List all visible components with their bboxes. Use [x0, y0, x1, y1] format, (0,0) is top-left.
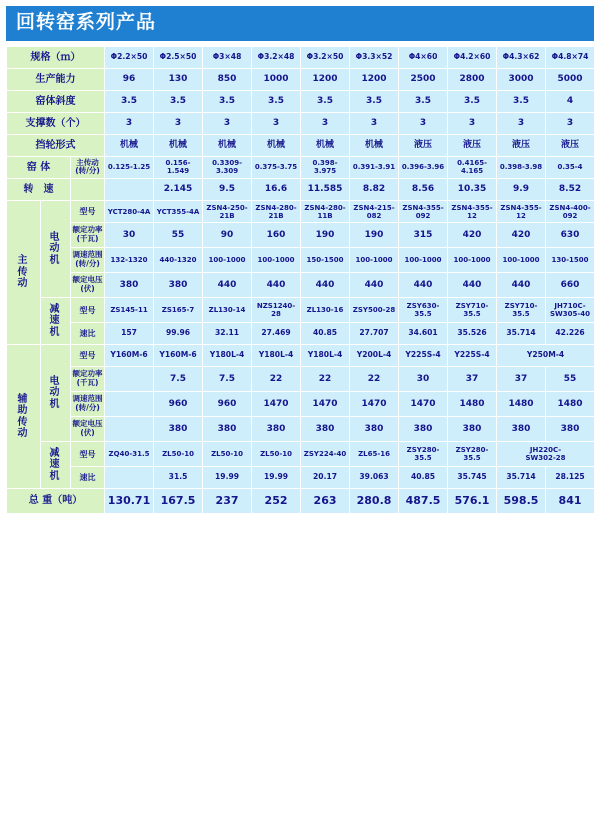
cell-amv-0 — [105, 417, 154, 442]
cell-mrm-5: ZSY500-28 — [350, 298, 399, 323]
cell-amsr-3: 1470 — [252, 392, 301, 417]
cell-mmp-6: 315 — [399, 223, 448, 248]
cell-mmsr-2: 100-1000 — [203, 248, 252, 273]
cell-arr-6: 40.85 — [399, 467, 448, 489]
label-motor-3: 机 — [49, 254, 62, 266]
label-rated-power-line2: (千瓦) — [76, 234, 99, 244]
row-label-model-aux-reducer: 型号 — [71, 442, 105, 467]
table-row-aux-reducer-ratio — [7, 467, 595, 489]
cell-rs-0 — [105, 179, 154, 201]
cell-rs-9: 8.52 — [546, 179, 595, 201]
cell-mrm-8: ZSY710-35.5 — [497, 298, 546, 323]
cell-tw-3: 252 — [252, 489, 301, 514]
row-label-main-transmission — [7, 201, 41, 345]
cell-mrr-0: 157 — [105, 323, 154, 345]
label-reducer-3: 机 — [49, 326, 62, 338]
cell-mrm-9-part2: SW305-40 — [550, 310, 591, 319]
table-row-aux-motor-voltage — [7, 417, 595, 442]
cell-tw-8: 598.5 — [497, 489, 546, 514]
cell-arr-5: 39.063 — [350, 467, 399, 489]
cell-mds-2: 0.3309-3.309 — [203, 156, 252, 178]
cell-tw-7: 576.1 — [448, 489, 497, 514]
row-label-aux-reducer — [41, 442, 71, 489]
cell-slope-6: 3.5 — [399, 90, 448, 112]
cell-amm-8: Y250M-4 — [497, 345, 595, 367]
label-main-drive-speed-line1: 主传动 — [76, 157, 99, 167]
cell-mrm-9-part1: JH710C- — [554, 302, 586, 311]
label-aux-motor-3: 机 — [49, 398, 62, 410]
cell-tw-9: 841 — [546, 489, 595, 514]
cell-capacity-3: 1000 — [252, 68, 301, 90]
cell-mds-0: 0.125-1.25 — [105, 156, 154, 178]
cell-capacity-0: 96 — [105, 68, 154, 90]
label-motor-1: 电 — [49, 231, 62, 243]
cell-roller-3: 机械 — [252, 134, 301, 156]
cell-mmv-5: 440 — [350, 273, 399, 298]
cell-supports-0: 3 — [105, 112, 154, 134]
label-speed-range-line2: (转/分) — [75, 259, 100, 269]
row-label-rotate-speed-sub — [71, 179, 105, 201]
cell-supports-1: 3 — [154, 112, 203, 134]
cell-spec-4: Φ3.2×50 — [301, 46, 350, 68]
cell-mds-6: 0.396-3.96 — [399, 156, 448, 178]
cell-amsr-0 — [105, 392, 154, 417]
row-label-rotate-speed: 转 速 — [7, 179, 71, 201]
row-label-capacity: 生产能力 — [7, 68, 105, 90]
table-row-aux-motor-speed-range — [7, 392, 595, 417]
cell-slope-1: 3.5 — [154, 90, 203, 112]
row-label-model-main-motor: 型号 — [71, 201, 105, 223]
cell-supports-5: 3 — [350, 112, 399, 134]
label-rated-power-line1: 额定功率 — [72, 225, 103, 235]
cell-tw-5: 280.8 — [350, 489, 399, 514]
cell-mmv-9: 660 — [546, 273, 595, 298]
label-aux-3: 传 — [17, 416, 30, 428]
label-main-1: 主 — [17, 255, 30, 267]
cell-amv-8: 380 — [497, 417, 546, 442]
cell-amm-0: Y160M-6 — [105, 345, 154, 367]
cell-arm-7: ZSY280-35.5 — [448, 442, 497, 467]
cell-spec-7: Φ4.2×60 — [448, 46, 497, 68]
table-row-aux-reducer-model — [7, 442, 595, 467]
cell-roller-1: 机械 — [154, 134, 203, 156]
cell-amm-7: Y225S-4 — [448, 345, 497, 367]
label-main-2: 传 — [17, 266, 30, 278]
cell-mds-8: 0.398-3.98 — [497, 156, 546, 178]
cell-tw-4: 263 — [301, 489, 350, 514]
cell-mrr-9: 42.226 — [546, 323, 595, 345]
cell-rs-4: 11.585 — [301, 179, 350, 201]
table-row-supports — [7, 112, 595, 134]
cell-arr-3: 19.99 — [252, 467, 301, 489]
row-label-aux-transmission — [7, 345, 41, 489]
cell-capacity-6: 2500 — [399, 68, 448, 90]
cell-mmv-0: 380 — [105, 273, 154, 298]
cell-amsr-9: 1480 — [546, 392, 595, 417]
cell-amp-5: 22 — [350, 367, 399, 392]
cell-mmv-2: 440 — [203, 273, 252, 298]
cell-slope-4: 3.5 — [301, 90, 350, 112]
cell-spec-0: Φ2.2×50 — [105, 46, 154, 68]
label-rated-voltage-line1: 额定电压 — [72, 275, 103, 285]
page-title: 回转窑系列产品 — [6, 6, 594, 41]
cell-mrr-3: 27.469 — [252, 323, 301, 345]
cell-tw-0: 130.71 — [105, 489, 154, 514]
cell-slope-8: 3.5 — [497, 90, 546, 112]
table-row-aux-motor-model — [7, 345, 595, 367]
cell-mds-1: 0.156-1.549 — [154, 156, 203, 178]
cell-amm-3: Y180L-4 — [252, 345, 301, 367]
table-row-spec — [7, 46, 595, 68]
cell-arr-2: 19.99 — [203, 467, 252, 489]
cell-amp-2: 7.5 — [203, 367, 252, 392]
cell-roller-7: 液压 — [448, 134, 497, 156]
cell-mds-9: 0.35-4 — [546, 156, 595, 178]
cell-mmsr-6: 100-1000 — [399, 248, 448, 273]
cell-mmm-2: ZSN4-250-21B — [203, 201, 252, 223]
cell-mmp-4: 190 — [301, 223, 350, 248]
cell-mrr-4: 40.85 — [301, 323, 350, 345]
cell-mrr-5: 27.707 — [350, 323, 399, 345]
cell-amsr-1: 960 — [154, 392, 203, 417]
table-row-roller-type — [7, 134, 595, 156]
table-row-main-motor-voltage — [7, 273, 595, 298]
table-row-slope — [7, 90, 595, 112]
cell-amp-9: 55 — [546, 367, 595, 392]
cell-mmv-4: 440 — [301, 273, 350, 298]
label-main-3: 动 — [17, 278, 30, 290]
cell-mrm-7: ZSY710-35.5 — [448, 298, 497, 323]
cell-arm-8 — [497, 442, 595, 467]
cell-mmm-6: ZSN4-355-092 — [399, 201, 448, 223]
row-label-spec: 规格（ｍ） — [7, 46, 105, 68]
table-row-rotate-speed — [7, 179, 595, 201]
cell-amp-4: 22 — [301, 367, 350, 392]
cell-mmm-1: YCT355-4A — [154, 201, 203, 223]
label-aux-motor-2: 动 — [49, 387, 62, 399]
cell-mrm-0: ZS145-11 — [105, 298, 154, 323]
cell-arm-8-part1: JH220C- — [529, 446, 562, 455]
label-aux-rated-voltage-line2: (伏) — [80, 428, 95, 438]
label-aux-rated-voltage-line1: 额定电压 — [72, 419, 103, 429]
label-aux-1: 辅 — [17, 393, 30, 405]
cell-roller-4: 机械 — [301, 134, 350, 156]
cell-capacity-8: 3000 — [497, 68, 546, 90]
cell-mmp-2: 90 — [203, 223, 252, 248]
cell-rs-2: 9.5 — [203, 179, 252, 201]
cell-amsr-2: 960 — [203, 392, 252, 417]
cell-mrm-9 — [546, 298, 595, 323]
cell-tw-2: 237 — [203, 489, 252, 514]
cell-roller-6: 液压 — [399, 134, 448, 156]
cell-amv-2: 380 — [203, 417, 252, 442]
cell-mrr-6: 34.601 — [399, 323, 448, 345]
cell-mrm-3: NZS1240-28 — [252, 298, 301, 323]
cell-amv-6: 380 — [399, 417, 448, 442]
cell-amsr-7: 1480 — [448, 392, 497, 417]
row-label-slope: 窑体斜度 — [7, 90, 105, 112]
cell-roller-5: 机械 — [350, 134, 399, 156]
cell-mrm-6: ZSY630-35.5 — [399, 298, 448, 323]
cell-arr-0 — [105, 467, 154, 489]
cell-mds-4: 0.398-3.975 — [301, 156, 350, 178]
row-label-main-motor-power — [71, 223, 105, 248]
cell-mmm-0: YCT280-4A — [105, 201, 154, 223]
table-row-main-motor-speed-range — [7, 248, 595, 273]
label-aux-rated-power-line1: 额定功率 — [72, 369, 103, 379]
cell-supports-2: 3 — [203, 112, 252, 134]
cell-roller-8: 液压 — [497, 134, 546, 156]
row-label-total-weight: 总 重（吨） — [7, 489, 105, 514]
cell-arr-8: 35.714 — [497, 467, 546, 489]
cell-mmp-8: 420 — [497, 223, 546, 248]
cell-mmsr-0: 132-1320 — [105, 248, 154, 273]
cell-mmp-0: 30 — [105, 223, 154, 248]
cell-arm-6: ZSY280-35.5 — [399, 442, 448, 467]
cell-mmm-5: ZSN4-215-082 — [350, 201, 399, 223]
cell-mrr-8: 35.714 — [497, 323, 546, 345]
label-aux-speed-range-line2: (转/分) — [75, 403, 100, 413]
cell-spec-6: Φ4×60 — [399, 46, 448, 68]
cell-tw-1: 167.5 — [154, 489, 203, 514]
label-motor-2: 动 — [49, 243, 62, 255]
cell-amsr-4: 1470 — [301, 392, 350, 417]
cell-amv-9: 380 — [546, 417, 595, 442]
cell-arm-5: ZL65-16 — [350, 442, 399, 467]
table-row-main-reducer-model — [7, 298, 595, 323]
cell-mmsr-4: 150-1500 — [301, 248, 350, 273]
cell-capacity-2: 850 — [203, 68, 252, 90]
cell-amp-0 — [105, 367, 154, 392]
cell-mmsr-3: 100-1000 — [252, 248, 301, 273]
cell-mrr-2: 32.11 — [203, 323, 252, 345]
cell-mmp-9: 630 — [546, 223, 595, 248]
table-row-main-drive-speed — [7, 156, 595, 178]
cell-amv-1: 380 — [154, 417, 203, 442]
cell-supports-6: 3 — [399, 112, 448, 134]
cell-mds-7: 0.4165-4.165 — [448, 156, 497, 178]
cell-capacity-5: 1200 — [350, 68, 399, 90]
row-label-ratio-aux: 速比 — [71, 467, 105, 489]
cell-arm-1: ZL50-10 — [154, 442, 203, 467]
row-label-main-drive-speed — [71, 156, 105, 178]
cell-spec-8: Φ4.3×62 — [497, 46, 546, 68]
row-label-aux-motor-voltage — [71, 417, 105, 442]
cell-mmm-4: ZSN4-280-11B — [301, 201, 350, 223]
label-aux-speed-range-line1: 调速范围 — [72, 394, 103, 404]
row-label-aux-motor-speed-range — [71, 392, 105, 417]
cell-mmsr-8: 100-1000 — [497, 248, 546, 273]
cell-amp-6: 30 — [399, 367, 448, 392]
cell-slope-0: 3.5 — [105, 90, 154, 112]
cell-mmv-7: 440 — [448, 273, 497, 298]
cell-mds-5: 0.391-3.91 — [350, 156, 399, 178]
cell-amsr-5: 1470 — [350, 392, 399, 417]
label-aux-rated-power-line2: (千瓦) — [76, 378, 99, 388]
label-aux-4: 动 — [17, 428, 30, 440]
row-label-supports: 支撑数（个） — [7, 112, 105, 134]
cell-supports-8: 3 — [497, 112, 546, 134]
cell-supports-4: 3 — [301, 112, 350, 134]
cell-roller-9: 液压 — [546, 134, 595, 156]
cell-spec-5: Φ3.3×52 — [350, 46, 399, 68]
cell-rs-5: 8.82 — [350, 179, 399, 201]
cell-slope-2: 3.5 — [203, 90, 252, 112]
cell-mmv-3: 440 — [252, 273, 301, 298]
cell-mmm-3: ZSN4-280-21B — [252, 201, 301, 223]
cell-mmp-3: 160 — [252, 223, 301, 248]
cell-arr-9: 28.125 — [546, 467, 595, 489]
cell-amv-5: 380 — [350, 417, 399, 442]
cell-mmp-7: 420 — [448, 223, 497, 248]
cell-rs-7: 10.35 — [448, 179, 497, 201]
row-label-kiln-body: 窑 体 — [7, 156, 71, 178]
cell-mmm-7: ZSN4-355-12 — [448, 201, 497, 223]
label-reducer-1: 减 — [49, 303, 62, 315]
cell-amp-7: 37 — [448, 367, 497, 392]
row-label-model-main-reducer: 型号 — [71, 298, 105, 323]
cell-amv-7: 380 — [448, 417, 497, 442]
cell-amp-8: 37 — [497, 367, 546, 392]
label-aux-reducer-3: 机 — [49, 470, 62, 482]
cell-mmsr-9: 130-1500 — [546, 248, 595, 273]
cell-rs-8: 9.9 — [497, 179, 546, 201]
cell-amsr-6: 1470 — [399, 392, 448, 417]
table-row-total-weight — [7, 489, 595, 514]
cell-spec-9: Φ4.8×74 — [546, 46, 595, 68]
cell-amm-4: Y180L-4 — [301, 345, 350, 367]
cell-amm-2: Y180L-4 — [203, 345, 252, 367]
label-aux-reducer-2: 速 — [49, 459, 62, 471]
cell-slope-9: 4 — [546, 90, 595, 112]
label-speed-range-line1: 调速范围 — [72, 250, 103, 260]
cell-mrm-4: ZL130-16 — [301, 298, 350, 323]
cell-roller-0: 机械 — [105, 134, 154, 156]
cell-arm-0: ZQ40-31.5 — [105, 442, 154, 467]
row-label-aux-motor-power — [71, 367, 105, 392]
cell-mmm-8: ZSN4-355-12 — [497, 201, 546, 223]
cell-spec-1: Φ2.5×50 — [154, 46, 203, 68]
cell-amv-4: 380 — [301, 417, 350, 442]
label-main-drive-speed-line2: (转/分) — [75, 166, 100, 176]
cell-mrm-2: ZL130-14 — [203, 298, 252, 323]
cell-arr-4: 20.17 — [301, 467, 350, 489]
cell-supports-7: 3 — [448, 112, 497, 134]
row-label-roller-type: 挡轮形式 — [7, 134, 105, 156]
cell-mmsr-5: 100-1000 — [350, 248, 399, 273]
cell-slope-7: 3.5 — [448, 90, 497, 112]
cell-tw-6: 487.5 — [399, 489, 448, 514]
label-reducer-2: 速 — [49, 315, 62, 327]
cell-amm-5: Y200L-4 — [350, 345, 399, 367]
cell-arr-7: 35.745 — [448, 467, 497, 489]
cell-mrr-1: 99.96 — [154, 323, 203, 345]
cell-mmp-1: 55 — [154, 223, 203, 248]
cell-slope-3: 3.5 — [252, 90, 301, 112]
cell-amsr-8: 1480 — [497, 392, 546, 417]
cell-arm-3: ZL50-10 — [252, 442, 301, 467]
cell-mmsr-1: 440-1320 — [154, 248, 203, 273]
cell-rs-3: 16.6 — [252, 179, 301, 201]
row-label-aux-motor — [41, 345, 71, 442]
cell-rs-1: 2.145 — [154, 179, 203, 201]
cell-capacity-4: 1200 — [301, 68, 350, 90]
cell-arm-4: ZSY224-40 — [301, 442, 350, 467]
cell-slope-5: 3.5 — [350, 90, 399, 112]
cell-capacity-9: 5000 — [546, 68, 595, 90]
table-row-capacity — [7, 68, 595, 90]
row-label-main-motor-voltage — [71, 273, 105, 298]
cell-supports-3: 3 — [252, 112, 301, 134]
cell-mds-3: 0.375-3.75 — [252, 156, 301, 178]
label-aux-2: 助 — [17, 405, 30, 417]
cell-amv-3: 380 — [252, 417, 301, 442]
row-label-main-motor — [41, 201, 71, 298]
table-row-aux-motor-power — [7, 367, 595, 392]
row-label-main-reducer — [41, 298, 71, 345]
row-label-ratio-main: 速比 — [71, 323, 105, 345]
cell-spec-3: Φ3.2×48 — [252, 46, 301, 68]
row-label-model-aux-motor: 型号 — [71, 345, 105, 367]
cell-mrr-7: 35.526 — [448, 323, 497, 345]
cell-arm-2: ZL50-10 — [203, 442, 252, 467]
spec-table — [6, 46, 595, 514]
cell-mrm-1: ZS165-7 — [154, 298, 203, 323]
cell-mmv-8: 440 — [497, 273, 546, 298]
table-row-main-motor-power — [7, 223, 595, 248]
cell-mmv-6: 440 — [399, 273, 448, 298]
label-rated-voltage-line2: (伏) — [80, 284, 95, 294]
table-row-main-motor-model — [7, 201, 595, 223]
cell-supports-9: 3 — [546, 112, 595, 134]
cell-rs-6: 8.56 — [399, 179, 448, 201]
label-aux-motor-1: 电 — [49, 375, 62, 387]
cell-amp-3: 22 — [252, 367, 301, 392]
cell-amm-1: Y160M-6 — [154, 345, 203, 367]
cell-capacity-7: 2800 — [448, 68, 497, 90]
row-label-main-motor-speed-range — [71, 248, 105, 273]
cell-mmm-9: ZSN4-400-092 — [546, 201, 595, 223]
cell-arr-1: 31.5 — [154, 467, 203, 489]
cell-arm-8-part2: SW302-28 — [525, 454, 566, 463]
label-aux-reducer-1: 减 — [49, 447, 62, 459]
cell-amp-1: 7.5 — [154, 367, 203, 392]
cell-amm-6: Y225S-4 — [399, 345, 448, 367]
cell-spec-2: Φ3×48 — [203, 46, 252, 68]
cell-mmp-5: 190 — [350, 223, 399, 248]
table-row-main-reducer-ratio — [7, 323, 595, 345]
cell-mmv-1: 380 — [154, 273, 203, 298]
cell-mmsr-7: 100-1000 — [448, 248, 497, 273]
cell-roller-2: 机械 — [203, 134, 252, 156]
cell-capacity-1: 130 — [154, 68, 203, 90]
